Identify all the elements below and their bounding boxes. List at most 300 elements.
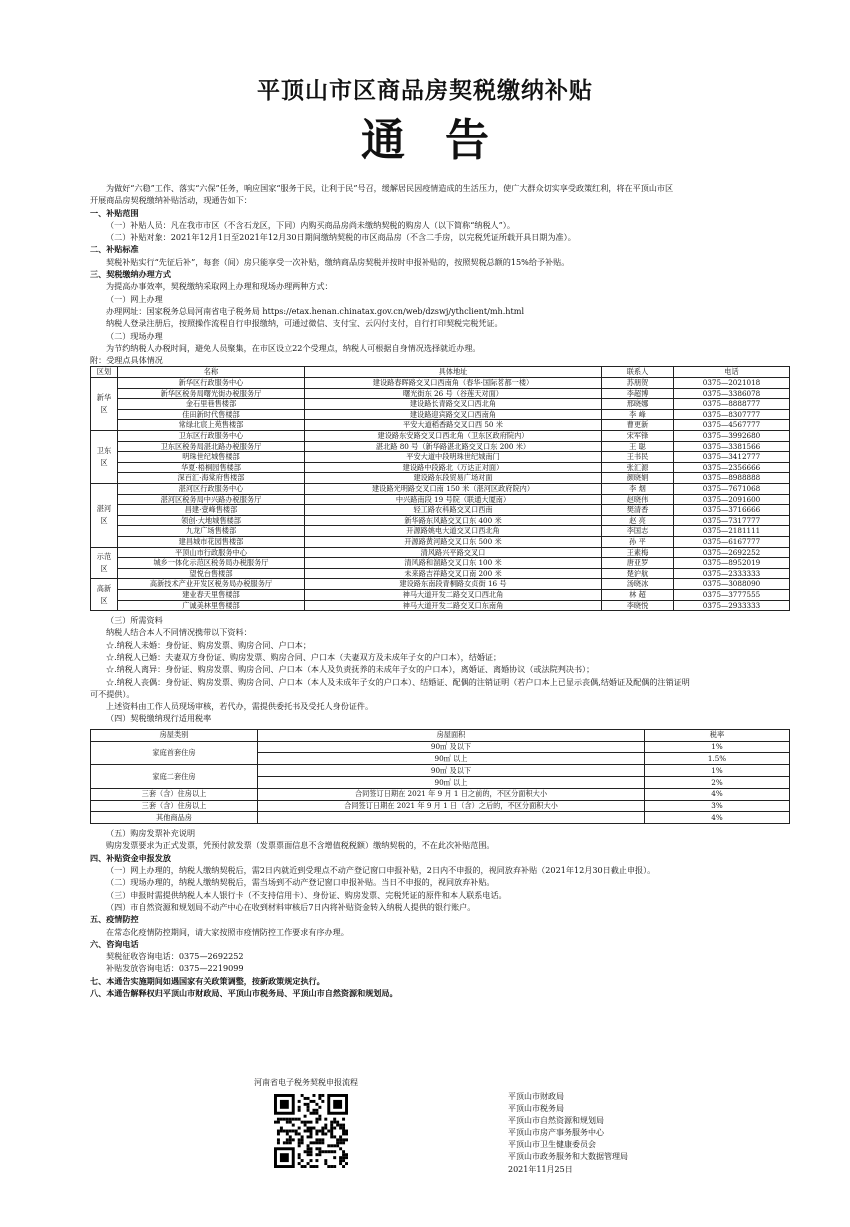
- phone-cell: 0375—3088090: [674, 579, 790, 590]
- table-row: [91, 765, 790, 777]
- docs-line: 可不提供）。: [90, 688, 135, 699]
- qr-module: [298, 1127, 301, 1130]
- qr-module: [321, 1150, 324, 1153]
- qr-module: [310, 1130, 313, 1133]
- qr-module: [301, 1135, 304, 1138]
- table-row: [91, 568, 790, 579]
- qr-module: [304, 1097, 307, 1100]
- qr-module: [307, 1135, 310, 1138]
- qr-module: [321, 1130, 324, 1133]
- qr-module: [345, 1156, 348, 1159]
- qr-module: [345, 1132, 348, 1135]
- qr-module: [307, 1097, 310, 1100]
- qr-code-image[interactable]: [274, 1094, 348, 1168]
- phone-cell: 0375—2091600: [674, 494, 790, 505]
- issuer-name: 平顶山市自然资源和规划局: [508, 1116, 604, 1126]
- phone-cell: 0375—7317777: [674, 515, 790, 526]
- qr-module: [307, 1153, 310, 1156]
- table-row: [91, 462, 790, 473]
- address-cell: 清风路和溜路交叉口东 100 米: [305, 558, 602, 569]
- qr-module: [280, 1130, 283, 1133]
- qr-module: [304, 1115, 307, 1118]
- qr-module: [324, 1124, 327, 1127]
- contact-cell: 李超博: [602, 388, 674, 399]
- qr-module: [310, 1159, 313, 1162]
- qr-module: [318, 1141, 321, 1144]
- table-row: [91, 483, 790, 494]
- section-heading: 二、补贴标准: [90, 244, 139, 255]
- phone-cell: 0375—7671068: [674, 483, 790, 494]
- docs-line: 上述资料由工作人员现场审核，若代办，需提供委托书及受托人身份证件。: [106, 701, 374, 712]
- qr-module: [307, 1103, 310, 1106]
- contact-cell: 宋军锋: [602, 431, 674, 442]
- qr-module: [333, 1156, 336, 1159]
- qr-module: [312, 1127, 315, 1130]
- qr-module: [286, 1138, 289, 1141]
- qr-module: [318, 1147, 321, 1150]
- address-cell: 建设路东段贸易广场对面: [305, 473, 602, 484]
- qr-module: [342, 1127, 345, 1130]
- qr-module: [336, 1144, 339, 1147]
- section-line: （五）购房发票补充说明: [106, 828, 196, 839]
- contact-cell: 林 超: [602, 589, 674, 600]
- qr-module: [336, 1138, 339, 1141]
- section-heading: 三、契税缴纳办理方式: [90, 269, 171, 280]
- qr-module: [324, 1159, 327, 1162]
- address-cell: 建设路中段路北（万达正对面）: [305, 462, 602, 473]
- qr-module: [345, 1130, 348, 1133]
- qr-module: [333, 1121, 336, 1124]
- site-name-cell: 常绿北宸上苑售楼部: [118, 420, 305, 431]
- qr-module: [280, 1127, 283, 1130]
- contact-cell: 李晓悦: [602, 600, 674, 611]
- table-row: [91, 788, 790, 800]
- site-name-cell: 九龙广场售楼部: [118, 526, 305, 537]
- contact-cell: 孙 平: [602, 536, 674, 547]
- qr-module: [339, 1162, 342, 1165]
- phone-cell: 0375—6167777: [674, 536, 790, 547]
- qr-module: [318, 1150, 321, 1153]
- qr-module: [315, 1159, 318, 1162]
- contact-cell: 邢晓娜: [602, 399, 674, 410]
- qr-module: [327, 1150, 330, 1153]
- phone-cell: 0375—3716666: [674, 505, 790, 516]
- intro-line: 为做好“六稳”工作、落实“六保”任务，响应国家“服务于民，让利于民”号召，缓解居民因疫情造成的生活压力，使广大群众切实享受政策红利，将在平顶山市区: [106, 183, 674, 193]
- address-cell: 平安大道中段明珠世纪城南门: [305, 452, 602, 463]
- qr-module: [298, 1132, 301, 1135]
- qr-module: [330, 1124, 333, 1127]
- address-cell: 建设路光明路交叉口南 150 米（湛河区政府院内）: [305, 483, 602, 494]
- site-name-cell: 卫东区税务局湛北路办税服务厅: [118, 441, 305, 452]
- qr-module: [321, 1094, 324, 1097]
- col-header: 税率: [645, 729, 790, 741]
- qr-module: [277, 1138, 280, 1141]
- section-line: （一）补贴人员：凡在我市市区（不含石龙区，下同）内购买商品房尚未缴纳契税的购房人（以下简称“纳税人”）。: [106, 219, 515, 230]
- qr-module: [315, 1138, 318, 1141]
- table-row: [91, 431, 790, 442]
- section-heading: 五、疫情防控: [90, 914, 139, 925]
- qr-module: [283, 1141, 286, 1144]
- qr-module: [318, 1097, 321, 1100]
- address-cell: 未来路吉祥路交叉口南 200 米: [305, 568, 602, 579]
- qr-module: [324, 1118, 327, 1121]
- table-row: [91, 494, 790, 505]
- col-header: 房屋面积: [258, 729, 645, 741]
- qr-module: [289, 1135, 292, 1138]
- qr-module: [321, 1127, 324, 1130]
- qr-module: [286, 1130, 289, 1133]
- docs-line: （四）契税缴纳现行适用税率: [106, 713, 212, 724]
- contact-cell: 楚沪航: [602, 568, 674, 579]
- qr-module: [307, 1147, 310, 1150]
- qr-module: [310, 1165, 313, 1168]
- section-line: 纳税人登录注册后，按照操作流程自行申报缴纳，可通过微信、支付宝、云闪付支付，自行打印契税完税凭证。: [106, 318, 503, 329]
- table-row: [91, 536, 790, 547]
- site-name-cell: 金石里巷售楼部: [118, 399, 305, 410]
- qr-module: [310, 1100, 313, 1103]
- rate-cell: 3%: [645, 800, 790, 812]
- qr-finder-mark: [280, 1100, 289, 1109]
- qr-module: [342, 1156, 345, 1159]
- table-row: [91, 600, 790, 611]
- address-cell: 中兴路南段 19 号院（联通大厦南）: [305, 494, 602, 505]
- qr-module: [295, 1118, 298, 1121]
- address-cell: 神马大道开发二路交叉口西北角: [305, 589, 602, 600]
- issuer-name: 平顶山市卫生健康委员会: [508, 1140, 596, 1150]
- qr-finder-mark: [333, 1100, 342, 1109]
- qr-module: [289, 1121, 292, 1124]
- issuers-block: [508, 1091, 758, 1176]
- qr-module: [330, 1127, 333, 1130]
- docs-line: ☆.纳税人已婚：夫妻双方身份证、购房发票、购房合同、户口本（夫妻双方及未成年子女的户口本），结婚证；: [106, 652, 502, 662]
- qr-module: [298, 1141, 301, 1144]
- site-name-cell: 望悦台售楼部: [118, 568, 305, 579]
- phone-cell: 0375—2933333: [674, 600, 790, 611]
- qr-module: [324, 1127, 327, 1130]
- area-cell: 90㎡ 及以下: [258, 741, 645, 753]
- table-row: [91, 558, 790, 569]
- qr-module: [277, 1130, 280, 1133]
- qr-module: [315, 1112, 318, 1115]
- contact-cell: 王素梅: [602, 547, 674, 558]
- table-row: [91, 579, 790, 590]
- qr-module: [327, 1144, 330, 1147]
- area-cell: 90㎡ 以上: [258, 776, 645, 788]
- qr-module: [307, 1121, 310, 1124]
- table-row: [91, 452, 790, 463]
- contact-cell: 唐亚罗: [602, 558, 674, 569]
- district-cell: 新华区: [91, 378, 118, 431]
- qr-module: [280, 1118, 283, 1121]
- qr-module: [330, 1132, 333, 1135]
- phone-cell: 0375—2692252: [674, 547, 790, 558]
- phone-cell: 0375—4567777: [674, 420, 790, 431]
- online-url-line[interactable]: 办理网址：国家税务总局河南省电子税务局 https://etax.henan.chinatax.gov.cn/web/dzswj/ythclient/mh.html: [106, 305, 525, 316]
- qr-module: [307, 1144, 310, 1147]
- qr-module: [310, 1153, 313, 1156]
- qr-module: [292, 1124, 295, 1127]
- qr-module: [342, 1141, 345, 1144]
- site-name-cell: 佳田新时代售楼部: [118, 409, 305, 420]
- section-line: （一）网上办理: [106, 293, 163, 304]
- qr-module: [321, 1100, 324, 1103]
- qr-module: [277, 1121, 280, 1124]
- contact-cell: 李国志: [602, 526, 674, 537]
- qr-module: [336, 1141, 339, 1144]
- qr-module: [342, 1165, 345, 1168]
- intro-line: 开展商品房契税缴纳补贴活动，现通告如下：: [90, 195, 252, 206]
- qr-module: [339, 1147, 342, 1150]
- site-name-cell: 城乡一体化示范区税务局办税服务厅: [118, 558, 305, 569]
- qr-module: [304, 1150, 307, 1153]
- qr-module: [304, 1165, 307, 1168]
- docs-line: ☆.纳税人离异：身份证、购房发票、购房合同、户口本（本人及负责抚养的未成年子女的户口本），离婚证、离婚协议（或法院判决书）；: [106, 664, 595, 675]
- qr-module: [312, 1094, 315, 1097]
- phone-cell: 0375—8888777: [674, 399, 790, 410]
- qr-module: [339, 1138, 342, 1141]
- qr-module: [312, 1165, 315, 1168]
- phone-cell: 0375—2356666: [674, 462, 790, 473]
- rates-table-header: [91, 729, 790, 741]
- qr-module: [330, 1165, 333, 1168]
- address-cell: 建设路春晖路交叉口西南角（春华·国际茗都一楼）: [305, 378, 602, 389]
- qr-module: [315, 1121, 318, 1124]
- site-name-cell: 领创·大地城售楼部: [118, 515, 305, 526]
- qr-module: [345, 1162, 348, 1165]
- site-name-cell: 昌建·壹峰售楼部: [118, 505, 305, 516]
- address-cell: 建设路东安路交叉口西北角（卫东区政府院内）: [305, 431, 602, 442]
- docs-line: ☆.纳税人未婚：身份证、购房发票、购房合同、户口本；: [106, 639, 311, 650]
- table-row: [91, 505, 790, 516]
- col-header: 房屋类别: [91, 729, 258, 741]
- table-row: [91, 399, 790, 410]
- qr-module: [342, 1153, 345, 1156]
- district-cell: 高新区: [91, 579, 118, 611]
- address-cell: 神马大道开发二路交叉口东南角: [305, 600, 602, 611]
- qr-module: [327, 1130, 330, 1133]
- qr-module: [312, 1141, 315, 1144]
- qr-module: [310, 1132, 313, 1135]
- qr-module: [327, 1165, 330, 1168]
- phone-cell: 0375—2021018: [674, 378, 790, 389]
- district-cell: 湛河区: [91, 483, 118, 547]
- qr-module: [333, 1144, 336, 1147]
- section-line: （二）现场办理: [106, 330, 163, 341]
- table-row: [91, 378, 790, 389]
- phone-cell: 0375—3386078: [674, 388, 790, 399]
- qr-module: [318, 1115, 321, 1118]
- phone-cell: 0375—3992680: [674, 431, 790, 442]
- qr-module: [298, 1138, 301, 1141]
- qr-module: [342, 1132, 345, 1135]
- phone-cell: 0375—8307777: [674, 409, 790, 420]
- phone-cell: 0375—3777555: [674, 589, 790, 600]
- qr-module: [307, 1162, 310, 1165]
- address-cell: 开源路姚电大道交叉口西北角: [305, 526, 602, 537]
- qr-module: [277, 1132, 280, 1135]
- section-line: （四）市自然资源和规划局不动产中心在收到材料审核后7日内将补贴资金转入纳税人提供的银行账户。: [106, 901, 476, 912]
- qr-module: [292, 1118, 295, 1121]
- table-row: [91, 409, 790, 420]
- qr-module: [301, 1121, 304, 1124]
- qr-module: [310, 1127, 313, 1130]
- section-line: 购房发票要求为正式发票，凭预付款发票（发票票面信息不含增值税税额）缴纳契税的，不在此次补贴范围。: [106, 840, 495, 851]
- category-cell: 家庭首套住房: [91, 741, 258, 765]
- qr-module: [274, 1121, 277, 1124]
- qr-module: [298, 1100, 301, 1103]
- qr-finder-mark: [280, 1153, 289, 1162]
- qr-module: [330, 1130, 333, 1133]
- qr-module: [342, 1124, 345, 1127]
- qr-module: [315, 1130, 318, 1133]
- qr-module: [330, 1121, 333, 1124]
- contact-cell: 苏朋贺: [602, 378, 674, 389]
- site-name-cell: 平顶山市行政服务中心: [118, 547, 305, 558]
- address-cell: 建设路长青路交叉口西北角: [305, 399, 602, 410]
- qr-module: [286, 1121, 289, 1124]
- site-name-cell: 建业春天里售楼部: [118, 589, 305, 600]
- qr-module: [315, 1109, 318, 1112]
- section-line: 为节约纳税人办税时间，避免人员聚集，在市区设立22个受理点，纳税人可根据自身情况选择就近办理。: [106, 342, 481, 353]
- contact-cell: 汤晓冰: [602, 579, 674, 590]
- qr-module: [324, 1132, 327, 1135]
- site-name-cell: 明珠世纪城售楼部: [118, 452, 305, 463]
- address-cell: 清风路兴平路交叉口: [305, 547, 602, 558]
- qr-module: [339, 1127, 342, 1130]
- rate-cell: 4%: [645, 812, 790, 824]
- contact-cell: 樊清香: [602, 505, 674, 516]
- contact-cell: 赵晓伟: [602, 494, 674, 505]
- qr-module: [321, 1141, 324, 1144]
- col-header: 区划: [91, 367, 118, 378]
- qr-module: [342, 1138, 345, 1141]
- rate-cell: 4%: [645, 788, 790, 800]
- contact-cell: 曹更新: [602, 420, 674, 431]
- qr-module: [286, 1118, 289, 1121]
- qr-module: [339, 1159, 342, 1162]
- rates-table: [90, 729, 790, 824]
- qr-module: [339, 1124, 342, 1127]
- contact-cell: 颜晓娟: [602, 473, 674, 484]
- site-name-cell: 卫东区行政服务中心: [118, 431, 305, 442]
- qr-module: [286, 1132, 289, 1135]
- qr-module: [330, 1135, 333, 1138]
- qr-module: [315, 1165, 318, 1168]
- site-name-cell: 湛河区行政服务中心: [118, 483, 305, 494]
- area-cell: 合同签订日期在 2021 年 9 月 1 日（含）之后的，不区分面积大小: [258, 800, 645, 812]
- area-cell: 合同签订日期在 2021 年 9 月 1 日之前的，不区分面积大小: [258, 788, 645, 800]
- rate-cell: 1%: [645, 741, 790, 753]
- qr-module: [292, 1138, 295, 1141]
- category-cell: 三套（含）住房以上: [91, 788, 258, 800]
- rates-table-body: [91, 741, 790, 824]
- qr-module: [310, 1147, 313, 1150]
- qr-module: [315, 1132, 318, 1135]
- qr-module: [315, 1118, 318, 1121]
- qr-module: [298, 1153, 301, 1156]
- qr-module: [321, 1132, 324, 1135]
- issuer-name: 平顶山市财政局: [508, 1092, 564, 1101]
- area-cell: 90㎡ 及以下: [258, 765, 645, 777]
- table-row: [91, 812, 790, 824]
- table-row: [91, 547, 790, 558]
- notice-body: [90, 182, 790, 999]
- category-cell: 三套（含）住房以上: [91, 800, 258, 812]
- site-name-cell: 广诚美林里售楼部: [118, 600, 305, 611]
- rate-cell: 1.5%: [645, 753, 790, 765]
- section-line: 契税征收咨询电话：0375—2692252: [106, 951, 244, 962]
- qr-module: [301, 1141, 304, 1144]
- qr-module: [318, 1138, 321, 1141]
- phone-cell: 0375—2333333: [674, 568, 790, 579]
- qr-module: [324, 1150, 327, 1153]
- docs-line: ☆.纳税人丧偶：身份证、购房发票、购房合同、户口本（本人及未成年子女的户口本）、结婚证、配偶的注销证明（若户口本上已显示丧偶,结婚证及配偶的注销证明: [106, 676, 690, 687]
- qr-module: [321, 1138, 324, 1141]
- qr-module: [301, 1159, 304, 1162]
- phone-cell: 0375—3381566: [674, 441, 790, 452]
- qr-module: [289, 1118, 292, 1121]
- qr-module: [283, 1118, 286, 1121]
- qr-module: [310, 1135, 313, 1138]
- site-name-cell: 建昌城市花园售楼部: [118, 536, 305, 547]
- sites-table-header: [91, 367, 790, 378]
- table-row: [91, 515, 790, 526]
- qr-module: [289, 1141, 292, 1144]
- table-row: [91, 589, 790, 600]
- qr-module: [310, 1121, 313, 1124]
- issuer-name: 平顶山市房产事务服务中心: [508, 1128, 604, 1138]
- district-cell: 示范区: [91, 547, 118, 579]
- qr-module: [336, 1121, 339, 1124]
- qr-module: [307, 1150, 310, 1153]
- qr-module: [318, 1106, 321, 1109]
- category-cell: 家庭二套住房: [91, 765, 258, 789]
- table-row: [91, 441, 790, 452]
- qr-module: [339, 1141, 342, 1144]
- qr-module: [307, 1127, 310, 1130]
- site-name-cell: 深百汇·海棠府售楼部: [118, 473, 305, 484]
- qr-module: [277, 1141, 280, 1144]
- contact-cell: 李 烟: [602, 483, 674, 494]
- address-cell: 建设路迎宾路交叉口西南角: [305, 409, 602, 420]
- qr-module: [318, 1130, 321, 1133]
- qr-module: [301, 1165, 304, 1168]
- site-name-cell: 高新技术产业开发区税务局办税服务厅: [118, 579, 305, 590]
- table-row: [91, 473, 790, 484]
- table-row: [91, 526, 790, 537]
- table-row: [91, 388, 790, 399]
- section-heading: 七、本通告实施期间如遇国家有关政策调整，按新政策规定执行。: [90, 975, 325, 986]
- site-name-cell: 新华区行政服务中心: [118, 378, 305, 389]
- qr-module: [307, 1109, 310, 1112]
- section-line: 在常态化疫情防控期间，请大家按照市疫情防控工作要求有序办理。: [106, 926, 349, 937]
- table-row: [91, 800, 790, 812]
- phone-cell: 0375—3412777: [674, 452, 790, 463]
- section-heading: 八、本通告解释权归平顶山市财政局、平顶山市税务局、平顶山市自然资源和规划局。: [90, 988, 398, 999]
- qr-module: [318, 1118, 321, 1121]
- section-line: （二）补贴对象：2021年12月1日至2021年12月30日期间缴纳契税的市区商品房（不含二手房，以完税凭证所载开具日期为准）。: [106, 232, 576, 243]
- qr-module: [342, 1150, 345, 1153]
- page-title: 平顶山市区商品房契税缴纳补贴: [257, 77, 593, 104]
- qr-module: [304, 1121, 307, 1124]
- site-name-cell: 湛河区税务局中兴路办税服务厅: [118, 494, 305, 505]
- qr-module: [339, 1135, 342, 1138]
- issuer-name: 平顶山市税务局: [508, 1104, 564, 1114]
- qr-module: [304, 1103, 307, 1106]
- qr-module: [298, 1118, 301, 1121]
- category-cell: 其他商品房: [91, 812, 258, 824]
- qr-module: [315, 1153, 318, 1156]
